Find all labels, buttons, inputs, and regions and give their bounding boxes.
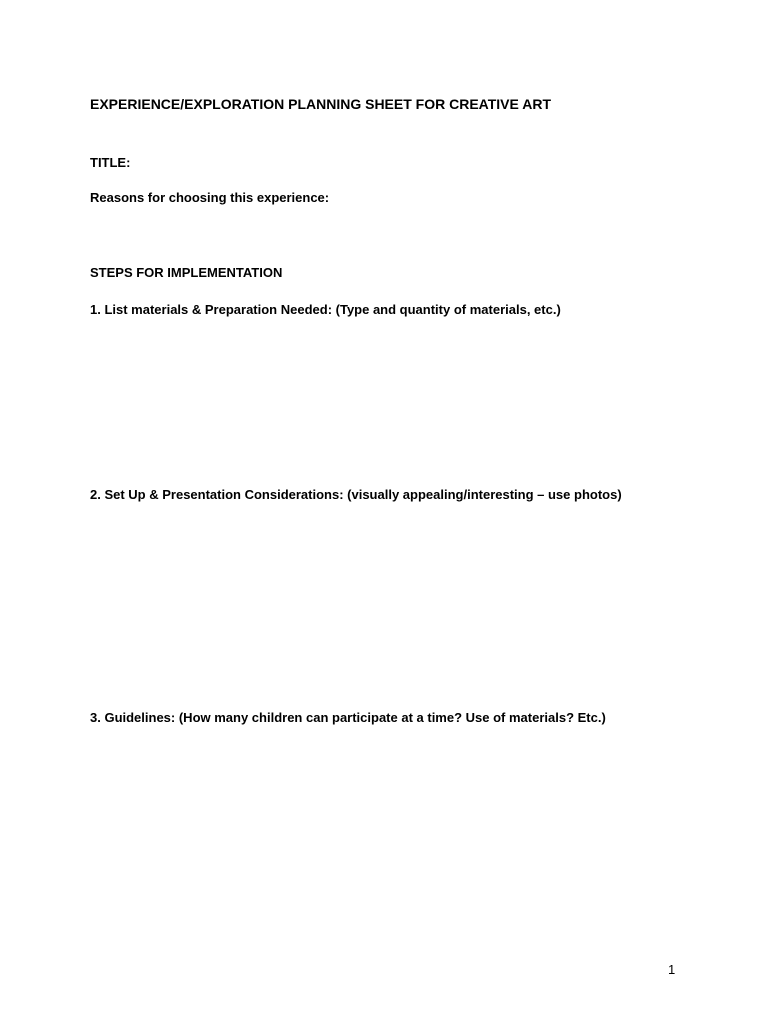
- steps-heading: STEPS FOR IMPLEMENTATION: [90, 265, 283, 280]
- page-number: 1: [668, 962, 676, 977]
- reasons-field-label: Reasons for choosing this experience:: [90, 190, 330, 205]
- document-heading: EXPERIENCE/EXPLORATION PLANNING SHEET FOR CREATIVE ART: [90, 96, 552, 112]
- step-1-label: 1. List materials & Preparation Needed: (Type and quantity of materials, etc.): [90, 302, 561, 317]
- step-3-label: 3. Guidelines: (How many children can participate at a time? Use of materials? Etc.): [90, 710, 606, 725]
- title-field-label: TITLE:: [90, 155, 131, 170]
- step-2-label: 2. Set Up & Presentation Considerations: (visually appealing/interesting – use photos): [90, 487, 622, 502]
